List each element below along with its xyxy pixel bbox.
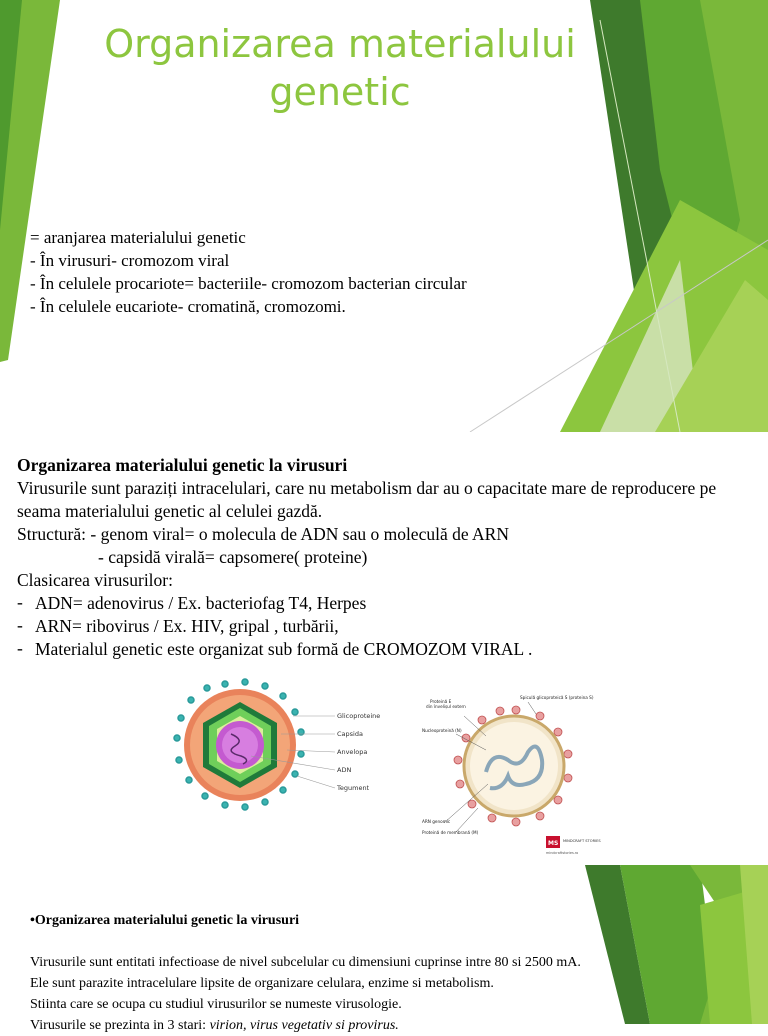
bullet-marker: - [17, 615, 23, 635]
fig2-label: Nucleoproteină (N) [422, 728, 462, 733]
fig1-label: Anvelopa [337, 748, 368, 756]
list-item: - În celulele procariote= bacteriile- cromozom bacterian circular [30, 274, 467, 293]
slide-3-line: Ele sunt parazite intracelulare lipsite de organizare celulara, enzime si metabolism. [30, 976, 494, 991]
slide-3-line: Stiinta care se ocupa cu studiul virusurilor se numeste virusologie. [30, 997, 402, 1012]
bullet-marker: - [17, 592, 23, 612]
slide-3-body [30, 952, 750, 1036]
slide-3-heading: •Organizarea materialului genetic la virusuri [30, 913, 300, 928]
virus-classification-list [17, 592, 757, 661]
list-item: - Materialul genetic este organizat sub formă de CROMOZOM VIRAL . [17, 638, 533, 659]
slide-2 [0, 432, 768, 865]
slide-2-body [17, 454, 757, 661]
structure-line-1: Structură: - genom viral= o molecula de ADN sau o moleculă de ARN [17, 524, 509, 544]
coronavirus-diagram [416, 680, 602, 858]
list-item: - În celulele eucariote- cromatină, cromozomi. [30, 297, 346, 316]
fig2-label: ARN genomic [422, 819, 451, 824]
structure-line-2: - capsidă virală= capsomere( proteine) [98, 547, 368, 567]
slide-1 [0, 0, 768, 432]
herpes-virus-diagram [165, 680, 390, 810]
fig2-label: din învelișul extern [426, 704, 466, 709]
fig1-label: Glicoproteine [337, 712, 381, 720]
slide-2-heading: Organizarea materialului genetic la virusuri [17, 455, 348, 475]
list-item: - În virusuri- cromozom viral [30, 251, 230, 270]
list-item: - ADN= adenovirus / Ex. bacteriofag T4, Herpes [17, 592, 367, 613]
fig1-label: Capsida [337, 730, 363, 738]
fig2-label: Spiculă glicoproteică S (proteina S) [520, 695, 594, 700]
classification-heading: Clasicarea virusurilor: [17, 570, 173, 590]
list-item: - ARN= ribovirus / Ex. HIV, gripal , turbării, [17, 615, 339, 636]
slide-2-paragraph: Virusurile sunt paraziți intracelulari, care nu metabolism dar au o capacitate mare de reproducere pe seama materialului genetic al celulei gazdă. [17, 478, 717, 521]
svg-text:mindcraftstories.ro: mindcraftstories.ro [546, 851, 579, 855]
fig2-label: Proteină E [430, 699, 452, 704]
fig1-label: ADN [337, 766, 352, 774]
list-item: = aranjarea materialului genetic [30, 228, 246, 247]
bullet-marker: - [17, 638, 23, 658]
slide-3-line: Virusurile se prezinta in 3 stari: virion, virus vegetativ si provirus. [30, 1018, 399, 1033]
slide-1-title: Organizarea materialului genetic [104, 22, 576, 114]
svg-text:MINDCRAFT STORIES: MINDCRAFT STORIES [563, 839, 601, 843]
fig1-label: Tegument [337, 784, 370, 792]
slide-3 [0, 865, 768, 1033]
slide-3-line: Virusurile sunt entitati infectioase de nivel subcelular cu dimensiuni cuprinse intre 80 si 2500 mA. [30, 955, 581, 970]
fig2-label: Proteină de membrană (M) [422, 830, 479, 835]
svg-text:MS: MS [548, 840, 559, 847]
slide-1-definition-list [30, 226, 467, 318]
